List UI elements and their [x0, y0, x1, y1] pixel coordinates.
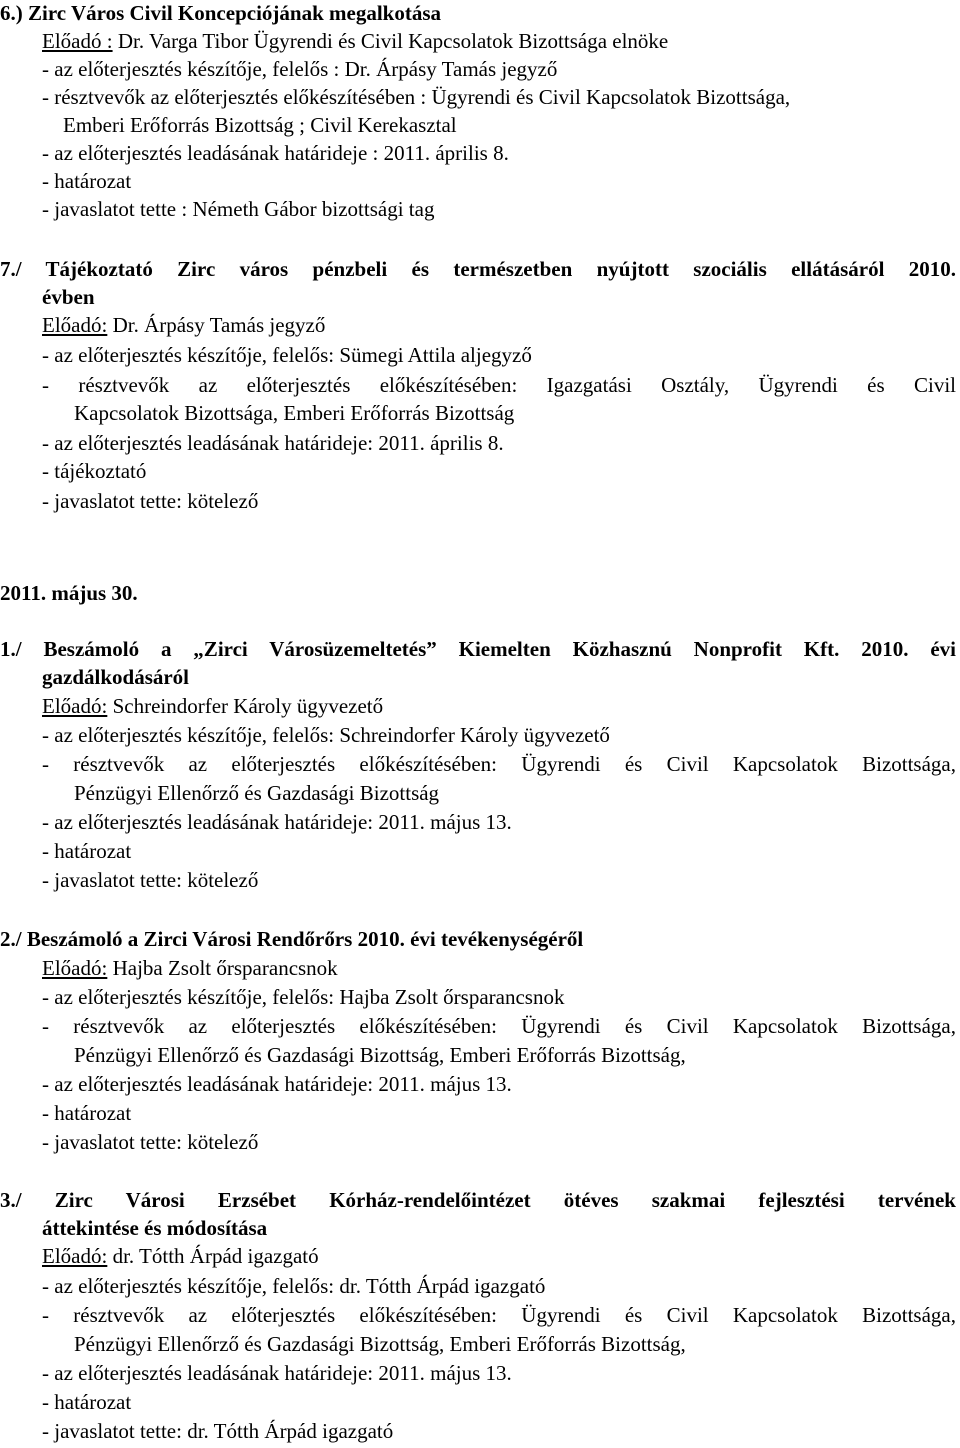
item2-line: Pénzügyi Ellenőrző és Gazdasági Bizottság, Emberi Erőforrás Bizottság, [74, 1043, 686, 1067]
section6-line: Emberi Erőforrás Bizottság ; Civil Kerekasztal [63, 113, 457, 137]
date-heading: 2011. május 30. [0, 581, 138, 605]
item1-line: - az előterjesztés leadásának határideje: 2011. május 13. [42, 810, 512, 834]
presenter-name: dr. Tótth Árpád igazgató [107, 1244, 319, 1268]
item3-line: - határozat [42, 1390, 132, 1414]
presenter-label: Előadó: [42, 313, 108, 337]
item3-line: - javaslatot tette: dr. Tótth Árpád igazgató [42, 1419, 394, 1443]
item3-line: - az előterjesztés leadásának határideje: 2011. május 13. [42, 1361, 512, 1385]
presenter-label: Előadó: [42, 694, 108, 718]
section7-line: - javaslatot tette: kötelező [42, 489, 259, 513]
section6-line: - az előterjesztés leadásának határideje : 2011. április 8. [42, 141, 509, 165]
item3-presenter-line [42, 1243, 956, 1269]
section7-line: - az előterjesztés készítője, felelős: Sümegi Attila aljegyző [42, 343, 532, 367]
section7-line: - tájékoztató [42, 459, 147, 483]
section6-line: - az előterjesztés készítője, felelős : Dr. Árpásy Tamás jegyző [42, 57, 558, 81]
section6-line: - javaslatot tette : Németh Gábor bizottsági tag [42, 197, 435, 221]
section7-line: Kapcsolatok Bizottsága, Emberi Erőforrás Bizottság [74, 401, 515, 425]
item2-line: - az előterjesztés leadásának határideje: 2011. május 13. [42, 1072, 512, 1096]
item2-title: 2./ Beszámoló a Zirci Városi Rendőrőrs 2010. évi tevékenységéről [0, 927, 584, 951]
presenter-label: Előadó: [42, 956, 108, 980]
presenter-label: Előadó : [42, 29, 113, 53]
presenter-label: Előadó: [42, 1244, 108, 1268]
section6-line: - határozat [42, 169, 132, 193]
item3-line: - résztvevők az előterjesztés előkészítésében: Ügyrendi és Civil Kapcsolatok Bizottsága, [42, 1303, 956, 1327]
item2-line: - határozat [42, 1101, 132, 1125]
item1-line: Pénzügyi Ellenőrző és Gazdasági Bizottság [74, 781, 440, 805]
item1-line: - javaslatot tette: kötelező [42, 868, 259, 892]
section7-line: - résztvevők az előterjesztés előkészítésében: Igazgatási Osztály, Ügyrendi és Civil [42, 373, 956, 397]
item3-line: Pénzügyi Ellenőrző és Gazdasági Bizottság, Emberi Erőforrás Bizottság, [74, 1332, 686, 1356]
section6-title: 6.) Zirc Város Civil Koncepciójának megalkotása [0, 1, 441, 25]
item1-presenter-line [42, 693, 956, 719]
item3-title-cont: áttekintése és módosítása [42, 1216, 268, 1240]
item2-line: - az előterjesztés készítője, felelős: Hajba Zsolt őrsparancsnok [42, 985, 565, 1009]
item2-line: - résztvevők az előterjesztés előkészítésében: Ügyrendi és Civil Kapcsolatok Bizottsága, [42, 1014, 956, 1038]
section7-title-cont: évben [42, 285, 95, 309]
item2-presenter-line [42, 955, 956, 981]
item3-line: - az előterjesztés készítője, felelős: dr. Tótth Árpád igazgató [42, 1274, 546, 1298]
presenter-name: Schreindorfer Károly ügyvezető [107, 694, 384, 718]
section6-line: - résztvevők az előterjesztés előkészítésében : Ügyrendi és Civil Kapcsolatok Bizottsága, [42, 85, 791, 109]
item3-title: 3./ Zirc Városi Erzsébet Kórház-rendelőintézet ötéves szakmai fejlesztési tervének [0, 1188, 956, 1212]
presenter-name: Dr. Árpásy Tamás jegyző [107, 313, 326, 337]
item1-title-cont: gazdálkodásáról [42, 665, 190, 689]
item1-line: - határozat [42, 839, 132, 863]
item1-line: - résztvevők az előterjesztés előkészítésében: Ügyrendi és Civil Kapcsolatok Bizottsága, [42, 752, 956, 776]
item1-title: 1./ Beszámoló a „Zirci Városüzemeltetés” Kiemelten Közhasznú Nonprofit Kft. 2010. évi [0, 637, 956, 661]
presenter-name: Hajba Zsolt őrsparancsnok [107, 956, 338, 980]
item1-line: - az előterjesztés készítője, felelős: Schreindorfer Károly ügyvezető [42, 723, 610, 747]
section6-presenter-line [42, 28, 956, 54]
presenter-name: Dr. Varga Tibor Ügyrendi és Civil Kapcsolatok Bizottsága elnöke [112, 29, 669, 53]
section7-title: 7./ Tájékoztató Zirc város pénzbeli és természetben nyújtott szociális ellátásáról 2010. [0, 257, 956, 281]
section7-line: - az előterjesztés leadásának határideje: 2011. április 8. [42, 431, 504, 455]
section7-presenter-line [42, 312, 956, 338]
item2-line: - javaslatot tette: kötelező [42, 1130, 259, 1154]
